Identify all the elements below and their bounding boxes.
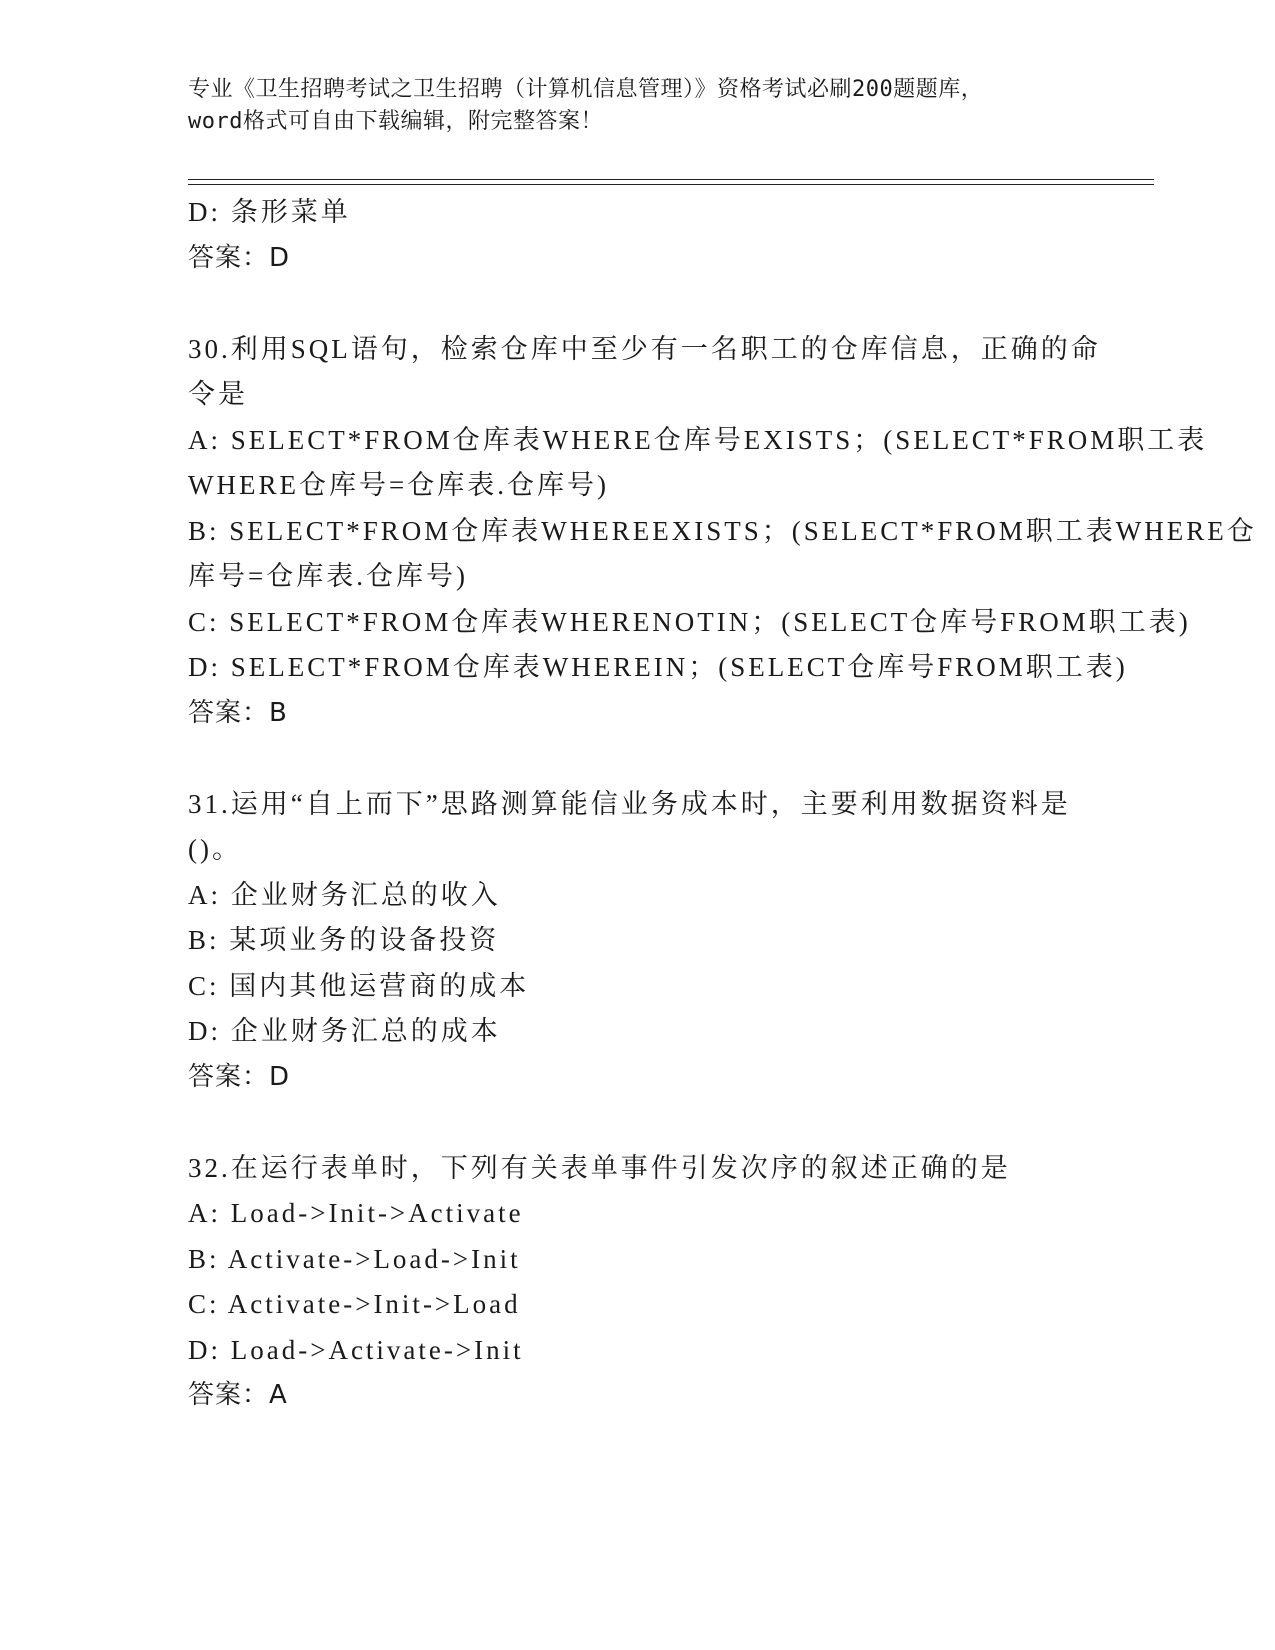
question-29-tail [188, 190, 1088, 281]
q30-option-b-line-1: B: SELECT*FROM仓库表WHEREEXISTS；(SELECT*FROM职工表WHERE仓 [188, 515, 1257, 546]
q32-option-b: B: Activate->Load->Init [188, 1243, 521, 1274]
document-header [188, 74, 1088, 138]
q32-option-a: A: Load->Init->Activate [188, 1198, 524, 1228]
q30-option-b-line-2: 库号=仓库表.仓库号) [188, 561, 468, 591]
question-32 [188, 1146, 1088, 1419]
q31-option-d: D: 企业财务汇总的成本 [188, 1016, 501, 1046]
q30-option-a-line-1: A: SELECT*FROM仓库表WHERE仓库号EXISTS；(SELECT*FROM职工表 [188, 424, 1208, 455]
q29-answer: 答案：D [188, 242, 291, 273]
q30-answer: 答案：B [188, 697, 288, 728]
q30-option-d: D: SELECT*FROM仓库表WHEREIN；(SELECT仓库号FROM职工表) [188, 652, 1128, 682]
q31-answer: 答案：D [188, 1061, 291, 1092]
spacer [188, 1100, 1088, 1146]
header-divider-bottom [188, 184, 1154, 185]
question-30 [188, 327, 1257, 737]
q31-option-b: B: 某项业务的设备投资 [188, 925, 500, 955]
header-title-line-1: 专业《卫生招聘考试之卫生招聘（计算机信息管理）》资格考试必刷200题题库， [188, 77, 984, 102]
q30-stem-line-2: 令是 [188, 379, 248, 409]
spacer [188, 736, 1088, 782]
q31-option-c: C: 国内其他运营商的成本 [188, 970, 530, 1001]
question-31 [188, 782, 1088, 1101]
header-title-line-2: word格式可自由下载编辑，附完整答案！ [188, 109, 603, 134]
spacer [188, 281, 1088, 327]
q32-answer: 答案：A [188, 1380, 288, 1410]
q30-option-c: C: SELECT*FROM仓库表WHERENOTIN；(SELECT仓库号FROM职工表) [188, 606, 1191, 637]
q30-stem-line-1: 30.利用SQL语句，检索仓库中至少有一名职工的仓库信息，正确的命 [188, 333, 1101, 364]
header-divider-top [188, 179, 1154, 180]
q32-option-d: D: Load->Activate->Init [188, 1334, 524, 1365]
q31-stem-line-2: ()。 [188, 834, 242, 864]
q31-stem-line-1: 31.运用“自上而下”思路测算能信业务成本时，主要利用数据资料是 [188, 788, 1071, 819]
q32-stem: 32.在运行表单时，下列有关表单事件引发次序的叙述正确的是 [188, 1152, 1011, 1183]
question-content [188, 190, 1257, 1419]
q32-option-c: C: Activate->Init->Load [188, 1289, 521, 1319]
q29-option-d: D: 条形菜单 [188, 197, 351, 227]
q30-option-a-line-2: WHERE仓库号=仓库表.仓库号) [188, 470, 609, 500]
q31-option-a: A: 企业财务汇总的收入 [188, 879, 501, 910]
